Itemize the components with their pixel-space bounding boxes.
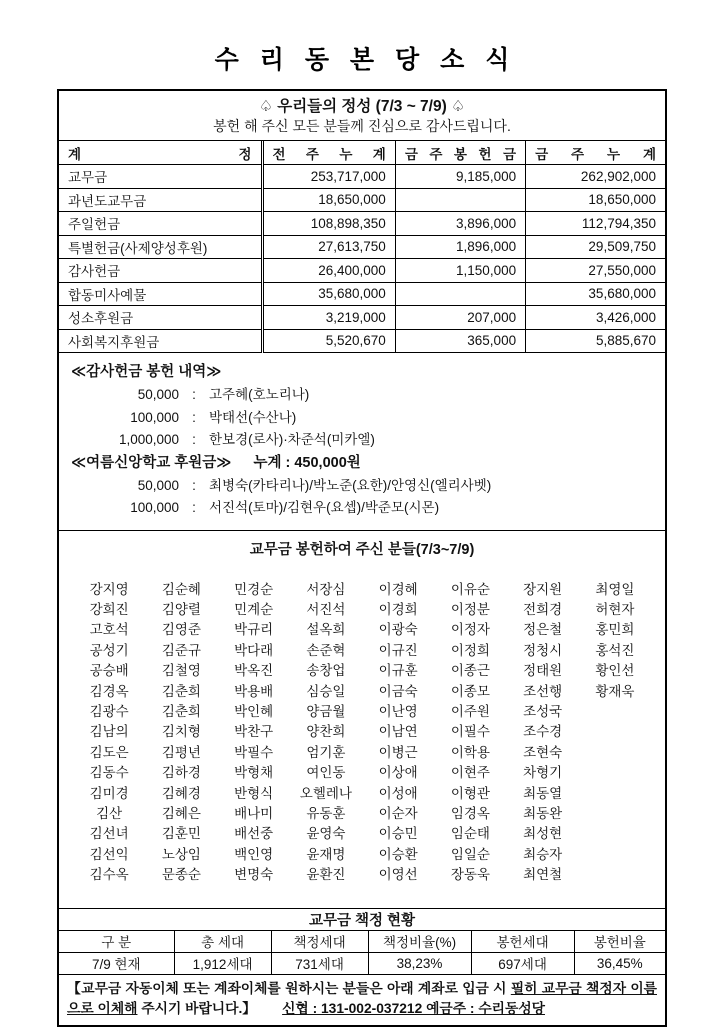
offering-row <box>59 165 665 189</box>
assessment-value: 697세대 <box>471 952 574 974</box>
donor-name: 이학용 <box>450 744 490 760</box>
offering-this-week-amount <box>395 282 525 306</box>
donor-name: 임순태 <box>450 826 490 842</box>
donor-name: 유동훈 <box>306 805 346 821</box>
offering-row <box>59 329 665 353</box>
donor-name: 조선행 <box>523 683 563 699</box>
offering-summary-table <box>59 141 665 353</box>
header-char-group: 금 <box>535 146 549 162</box>
donor-name: 박용배 <box>234 683 274 699</box>
donor-name: 김미경 <box>89 785 129 801</box>
offering-row <box>59 306 665 330</box>
offering-column-header <box>395 141 525 165</box>
offering-account-label: 합동미사예물 <box>59 282 262 306</box>
offering-column-header-text <box>405 143 516 163</box>
donor-name: 이형관 <box>450 785 490 801</box>
offering-prev-week-total: 3,219,000 <box>262 306 395 330</box>
donor-name: 이난영 <box>378 703 418 719</box>
donor-name <box>579 865 651 885</box>
assessment-value: 36,45% <box>574 952 665 974</box>
offering-this-week-amount: 207,000 <box>395 306 525 330</box>
offering-account-label: 사회복지후원금 <box>59 329 262 353</box>
donor-name: 손준혁 <box>306 642 346 658</box>
donor-name: 김하경 <box>161 765 201 781</box>
header-char-group: 누 <box>339 146 353 162</box>
donor-name: 박인혜 <box>234 703 274 719</box>
donor-name: 서장심 <box>306 581 346 597</box>
header-char-group: 봉 <box>453 146 467 162</box>
donor-name: 김순혜 <box>161 581 201 597</box>
donor-name: 박찬구 <box>234 724 274 740</box>
donor-name: 박옥진 <box>234 663 274 679</box>
donation-amount: 50,000 <box>137 387 179 402</box>
offering-account-label: 주일헌금 <box>59 212 262 236</box>
donor-name: 박형채 <box>234 765 274 781</box>
offering-this-week-total: 112,794,350 <box>526 212 665 236</box>
donor-name: 이승환 <box>378 846 418 862</box>
donor-name: 이정희 <box>450 642 490 658</box>
assessment-title: 교무금 책정 현황 <box>59 909 665 931</box>
donor-name <box>579 743 651 763</box>
donor-name: 이금숙 <box>378 683 418 699</box>
assessment-status-table <box>59 909 665 975</box>
donor-list-title: 교무금 봉헌하여 주신 분들(7/3~7/9) <box>249 541 475 558</box>
donor-name: 장지원 <box>523 581 563 597</box>
header-char-group: 주 <box>429 146 443 162</box>
donor-name: 이승민 <box>378 826 418 842</box>
donor-name <box>579 845 651 865</box>
donor-name: 김철영 <box>161 663 201 679</box>
assessment-column-header: 책정세대 <box>271 930 368 952</box>
donor-name: 정은철 <box>523 622 563 638</box>
offering-column-header <box>59 141 262 165</box>
donor-name: 김혜경 <box>161 785 201 801</box>
donation-details-section <box>59 353 665 531</box>
donor-list-section <box>59 531 665 909</box>
donor-name: 조현숙 <box>523 744 563 760</box>
donation-detail-line <box>71 429 653 452</box>
donor-name: 이광숙 <box>378 622 418 638</box>
donor-name: 황재욱 <box>595 683 635 699</box>
assessment-column-header: 구 분 <box>59 930 174 952</box>
donor-name: 이영선 <box>378 867 418 883</box>
donor-name: 조성국 <box>523 703 563 719</box>
donor-name: 이유순 <box>450 581 490 597</box>
colon-separator: : <box>192 387 196 402</box>
offering-this-week-total: 35,680,000 <box>526 282 665 306</box>
colon-separator: : <box>192 409 196 425</box>
header-char-group: 누 <box>607 146 621 162</box>
offering-account-label: 감사헌금 <box>59 259 262 283</box>
donation-donor-names: 박태선(수산나) <box>209 409 297 425</box>
donor-name: 김남의 <box>89 724 129 740</box>
donor-name <box>579 763 651 783</box>
donor-name: 김광수 <box>89 703 129 719</box>
donor-name: 차형기 <box>523 765 563 781</box>
header-char-group: 주 <box>571 146 585 162</box>
assessment-column-header: 책정비율(%) <box>368 930 471 952</box>
colon-separator: : <box>192 500 196 515</box>
offering-column-header-text <box>273 143 386 163</box>
donor-name: 엄기훈 <box>306 744 346 760</box>
offering-row <box>59 282 665 306</box>
header-char-group: 정 <box>238 146 252 162</box>
donor-name: 심승일 <box>306 683 346 699</box>
donor-name: 이병근 <box>378 744 418 760</box>
donor-name: 이필수 <box>450 724 490 740</box>
header-char-group: 계 <box>372 146 386 162</box>
assessment-data-row <box>59 952 665 974</box>
donor-name: 홍석진 <box>595 642 635 658</box>
offering-row <box>59 235 665 259</box>
donor-name: 박필수 <box>234 744 274 760</box>
page-title: 수 리 동 본 당 소 식 <box>214 46 517 74</box>
offering-prev-week-total: 5,520,670 <box>262 329 395 353</box>
donor-name: 배나미 <box>234 805 274 821</box>
donor-name: 이순자 <box>378 805 418 821</box>
offering-row <box>59 259 665 283</box>
donor-name: 윤재명 <box>306 846 346 862</box>
donor-name: 임일순 <box>450 846 490 862</box>
offering-this-week-amount <box>395 188 525 212</box>
donor-name: 전희경 <box>523 601 563 617</box>
offering-period-title: ♤ 우리들의 정성 (7/3 ~ 7/9) ♤ <box>259 98 465 115</box>
offering-this-week-total: 5,885,670 <box>526 329 665 353</box>
donor-name: 이성애 <box>378 785 418 801</box>
offering-header-row <box>59 141 665 165</box>
offering-column-header <box>262 141 395 165</box>
donor-name: 이남연 <box>378 724 418 740</box>
donor-name: 서진석 <box>306 601 346 617</box>
summer-fund-items <box>71 475 653 520</box>
summer-fund-cumulative: 누계 : 450,000원 <box>253 454 361 471</box>
donor-name: 윤영숙 <box>306 826 346 842</box>
donor-name: 박규리 <box>234 622 274 638</box>
donation-amount: 1,000,000 <box>118 432 179 447</box>
donor-name: 이경희 <box>378 601 418 617</box>
header-char-group: 금 <box>503 146 517 162</box>
donor-name: 이현주 <box>450 765 490 781</box>
offering-this-week-amount: 9,185,000 <box>395 165 525 189</box>
offering-this-week-total: 262,902,000 <box>526 165 665 189</box>
donor-name: 이경혜 <box>378 581 418 597</box>
donation-detail-line <box>71 407 653 430</box>
donation-donor-names: 최병숙(카타리나)/박노준(요한)/안영신(엘리사벳) <box>209 477 492 493</box>
header-char-group: 계 <box>642 146 656 162</box>
donor-name: 이상애 <box>378 765 418 781</box>
colon-separator: : <box>192 432 196 447</box>
donor-name: 최승자 <box>523 846 563 862</box>
assessment-column-header: 총 세대 <box>174 930 271 952</box>
notice-text-underlined: 필히 교무금 책정자 이름으로 이체해 <box>67 980 657 1016</box>
notice-text-prefix: 【교무금 자동이체 또는 계좌이체를 원하시는 분들은 아래 계좌로 입금 시 <box>67 980 511 996</box>
assessment-value: 38,23% <box>368 952 471 974</box>
donor-name: 노상임 <box>161 846 201 862</box>
donor-name: 여인동 <box>306 765 346 781</box>
header-char-group: 헌 <box>478 146 492 162</box>
donor-name: 강지영 <box>89 581 129 597</box>
donor-name: 정청시 <box>523 642 563 658</box>
header-char-group: 주 <box>305 146 319 162</box>
donor-name: 변명숙 <box>234 867 274 883</box>
donor-name: 최동완 <box>523 805 563 821</box>
donation-detail-line <box>71 475 653 498</box>
offering-this-week-total: 29,509,750 <box>526 235 665 259</box>
donor-name: 박다래 <box>234 642 274 658</box>
donor-name: 강희진 <box>89 601 129 617</box>
offering-column-header-text <box>68 143 252 163</box>
donor-name: 이규훈 <box>378 663 418 679</box>
offering-section-header <box>59 91 665 141</box>
donor-name: 김치형 <box>161 724 201 740</box>
donor-name: 송창업 <box>306 663 346 679</box>
donor-name: 윤환진 <box>306 867 346 883</box>
donor-grid <box>59 560 665 908</box>
offering-row <box>59 188 665 212</box>
donor-name: 이정분 <box>450 601 490 617</box>
donor-name: 최동열 <box>523 785 563 801</box>
donor-name: 반형식 <box>234 785 274 801</box>
donor-name <box>579 702 651 722</box>
bulletin-main-box <box>57 89 667 1027</box>
offering-prev-week-total: 253,717,000 <box>262 165 395 189</box>
donor-name: 이정자 <box>450 622 490 638</box>
donor-name: 문종순 <box>161 867 201 883</box>
donation-amount: 50,000 <box>137 477 179 493</box>
offering-account-label: 과년도교무금 <box>59 188 262 212</box>
notice-text-suffix: 주시기 바랍니다.】 <box>137 1000 257 1016</box>
donor-name: 김산 <box>96 805 123 821</box>
donor-name: 양금월 <box>306 703 346 719</box>
assessment-value: 7/9 현재 <box>59 952 174 974</box>
header-char-group: 전 <box>272 146 286 162</box>
donor-name: 김수옥 <box>89 867 129 883</box>
offering-this-week-amount: 3,896,000 <box>395 212 525 236</box>
assessment-title-row <box>59 909 665 931</box>
donor-name: 최영일 <box>595 581 635 597</box>
donation-donor-names: 한보경(로사)·차준석(미카엘) <box>209 432 375 447</box>
assessment-column-header: 봉헌비율 <box>574 930 665 952</box>
offering-row <box>59 212 665 236</box>
offering-column-header-text <box>535 143 656 163</box>
donor-name <box>579 784 651 804</box>
donor-name: 김동수 <box>89 765 129 781</box>
header-char-group: 금 <box>404 146 418 162</box>
summer-fund-title: ≪여름신앙학교 후원금≫ <box>71 454 232 471</box>
offering-account-label: 교무금 <box>59 165 262 189</box>
donor-name: 김경옥 <box>89 683 129 699</box>
assessment-header-row <box>59 930 665 952</box>
donor-name <box>579 804 651 824</box>
donation-detail-line <box>71 384 653 407</box>
offering-table-body <box>59 165 665 353</box>
offering-this-week-amount: 1,150,000 <box>395 259 525 283</box>
summer-fund-title-row <box>71 452 653 475</box>
donation-detail-line <box>71 497 653 520</box>
transfer-notice <box>59 975 665 1025</box>
donor-name: 최성현 <box>523 826 563 842</box>
offering-this-week-total: 3,426,000 <box>526 306 665 330</box>
donation-amount: 100,000 <box>130 409 179 425</box>
bank-account-info: 신협 : 131-002-037212 예금주 : 수리동성당 <box>282 1000 545 1016</box>
donor-name: 이종근 <box>450 663 490 679</box>
donor-name: 김춘희 <box>161 683 201 699</box>
donor-name: 김선녀 <box>89 826 129 842</box>
donor-name: 백인영 <box>234 846 274 862</box>
donor-name: 이종모 <box>450 683 490 699</box>
donor-name: 민경순 <box>234 581 274 597</box>
donor-name: 오헬레나 <box>299 785 352 801</box>
donor-name: 허현자 <box>595 601 635 617</box>
donor-name: 고호석 <box>89 622 129 638</box>
colon-separator: : <box>192 477 196 493</box>
donor-name: 민계순 <box>234 601 274 617</box>
assessment-value: 1,912세대 <box>174 952 271 974</box>
donor-name: 김영준 <box>161 622 201 638</box>
donor-name: 김도은 <box>89 744 129 760</box>
offering-prev-week-total: 108,898,350 <box>262 212 395 236</box>
donor-name: 임경옥 <box>450 805 490 821</box>
donor-name: 이규진 <box>378 642 418 658</box>
donor-name: 공승배 <box>89 663 129 679</box>
offering-account-label: 성소후원금 <box>59 306 262 330</box>
donor-name: 공성기 <box>89 642 129 658</box>
donor-name: 황인선 <box>595 663 635 679</box>
donor-name: 이주원 <box>450 703 490 719</box>
thanks-detail-title: ≪감사헌금 봉헌 내역≫ <box>71 364 222 380</box>
assessment-value: 731세대 <box>271 952 368 974</box>
donor-name: 최연철 <box>523 867 563 883</box>
donor-name <box>579 824 651 844</box>
donor-name: 김양렬 <box>161 601 201 617</box>
offering-prev-week-total: 35,680,000 <box>262 282 395 306</box>
assessment-column-header: 봉헌세대 <box>471 930 574 952</box>
offering-prev-week-total: 26,400,000 <box>262 259 395 283</box>
offering-this-week-amount: 365,000 <box>395 329 525 353</box>
donation-donor-names: 고주혜(호노리나) <box>209 387 310 402</box>
offering-this-week-total: 27,550,000 <box>526 259 665 283</box>
donor-name: 김선익 <box>89 846 129 862</box>
donor-name: 정태원 <box>523 663 563 679</box>
donor-name: 양찬희 <box>306 724 346 740</box>
donor-name <box>579 722 651 742</box>
donor-name: 김준규 <box>161 642 201 658</box>
donor-name: 김훈민 <box>161 826 201 842</box>
donor-name: 김평년 <box>161 744 201 760</box>
offering-account-label: 특별헌금(사제양성후원) <box>59 235 262 259</box>
thanks-detail-items <box>71 384 653 452</box>
offering-prev-week-total: 18,650,000 <box>262 188 395 212</box>
donation-amount: 100,000 <box>130 500 179 515</box>
donor-name: 배선중 <box>234 826 274 842</box>
header-char-group: 계 <box>68 146 82 162</box>
offering-this-week-amount: 1,896,000 <box>395 235 525 259</box>
offering-thanks-message: 봉헌 해 주신 모든 분들께 진심으로 감사드립니다. <box>213 118 511 134</box>
donor-name: 설옥희 <box>306 622 346 638</box>
offering-column-header <box>526 141 665 165</box>
donor-name: 김춘희 <box>161 703 201 719</box>
donor-name: 장동욱 <box>450 867 490 883</box>
donation-donor-names: 서진석(토마)/김현우(요셉)/박준모(시몬) <box>209 500 440 515</box>
offering-prev-week-total: 27,613,750 <box>262 235 395 259</box>
donor-name: 조수경 <box>523 724 563 740</box>
offering-this-week-total: 18,650,000 <box>526 188 665 212</box>
donor-name: 홍민희 <box>595 622 635 638</box>
donor-name: 김혜은 <box>161 805 201 821</box>
